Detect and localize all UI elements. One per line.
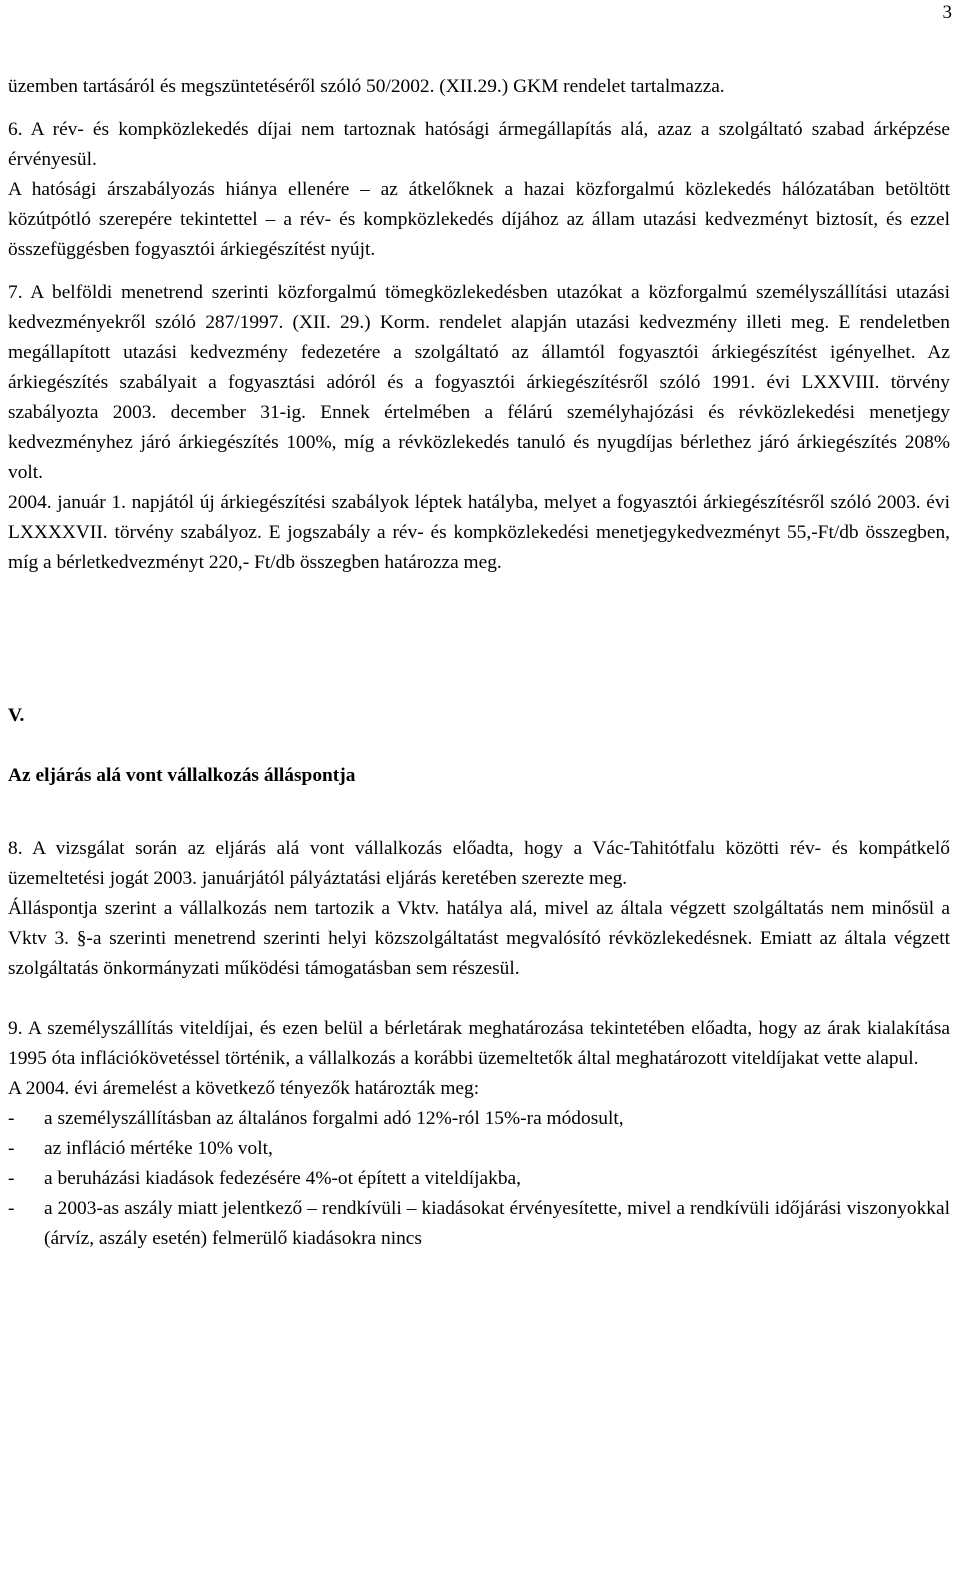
chapter-title: Az eljárás alá vont vállalkozás álláspontja <box>8 765 356 786</box>
factor-list <box>8 1104 950 1254</box>
paragraph-7: 7. A belföldi menetrend szerinti közforgalmú tömegközlekedésben utazókat a közforgalmú személyszállítási utazási kedvezményekről szóló 287/1997. (XII. 29.) Korm. rendelet alapján utazási kedvezmény illeti meg. E rendeletben megállapított utazási kedvezmény fedezetére a szolgáltató az államtól fogyasztói árkiegészítést igényelhet. Az árkiegészítés szabályait a fogyasztási adóról és a fogyasztói árkiegészítésről szóló 1991. évi LXXVIII. törvény szabályozta 2003. december 31-ig. Ennek értelmében a félárú személyhajózási és révközlekedési menetjegy kedvezményhez járó árkiegészítés 100%, míg a révközlekedés tanuló és nyugdíjas bérlethez járó árkiegészítés 208% volt. <box>8 282 950 483</box>
paragraph-6-continued: A hatósági árszabályozás hiánya ellenére – az átkelőknek a hazai közforgalmú közlekedés hálózatában betöltött közútpótló szerepére tekintettel – a rév- és kompközlekedés díjához az állam utazási kedvezményt biztosít, és ezzel összefüggésben fogyasztói árkiegészítést nyújt. <box>8 179 950 260</box>
paragraph-8: 8. A vizsgálat során az eljárás alá vont vállalkozás előadta, hogy a Vác-Tahitótfalu közötti rév- és kompátkelő üzemeltetési jogát 2003. januárjától pályáztatási eljárás keretében szerezte meg. <box>8 838 950 889</box>
document-body <box>8 72 950 1254</box>
list-item: - a beruházási kiadások fedezésére 4%-ot épített a viteldíjakba, <box>8 1164 950 1194</box>
list-item: - a személyszállításban az általános forgalmi adó 12%-ról 15%-ra módosult, <box>8 1104 950 1134</box>
paragraph-9-intro-list: A 2004. évi áremelést a következő tényezők határozták meg: <box>8 1078 480 1099</box>
paragraph-8-continued: Álláspontja szerint a vállalkozás nem tartozik a Vktv. hatálya alá, mivel az általa végzett szolgáltatás nem minősül a Vktv 3. §-a szerinti menetrend szerinti helyi közszolgáltatást megvalósító révközlekedésnek. Emiatt az általa végzett szolgáltatás önkormányzati működési támogatásban sem részesül. <box>8 898 950 979</box>
intro-paragraph: üzemben tartásáról és megszüntetéséről szóló 50/2002. (XII.29.) GKM rendelet tartalmazza. <box>8 76 725 97</box>
list-dash: - <box>8 1168 15 1189</box>
list-dash: - <box>8 1198 15 1219</box>
list-dash: - <box>8 1108 15 1129</box>
list-item: - a 2003-as aszály miatt jelentkező – rendkívüli – kiadásokat érvényesítette, mivel a rendkívüli időjárási viszonyokkal (árvíz, aszály esetén) felmerülő kiadásokra nincs <box>8 1194 950 1254</box>
paragraph-7-continued: 2004. január 1. napjától új árkiegészítési szabályok léptek hatályba, melyet a fogyasztói árkiegészítésről szóló 2003. évi LXXXXVII. törvény szabályoz. E jogszabály a rév- és kompközlekedési menetjegykedvezményt 55,-Ft/db összegben, míg a bérletkedvezményt 220,- Ft/db összegben határozza meg. <box>8 492 950 573</box>
page-number: 3 <box>942 2 952 23</box>
paragraph-9: 9. A személyszállítás viteldíjai, és ezen belül a bérletárak meghatározása tekintetében előadta, hogy az árak kialakítása 1995 óta inflációkövetéssel történik, a vállalkozás a korábbi üzemeltetők által meghatározott viteldíjakat vette alapul. <box>8 1018 950 1069</box>
list-dash: - <box>8 1138 15 1159</box>
list-item: - az infláció mértéke 10% volt, <box>8 1134 950 1164</box>
paragraph-6: 6. A rév- és kompközlekedés díjai nem tartoznak hatósági ármegállapítás alá, azaz a szolgáltató szabad árképzése érvényesül. <box>8 119 950 170</box>
chapter-number: V. <box>8 705 25 726</box>
